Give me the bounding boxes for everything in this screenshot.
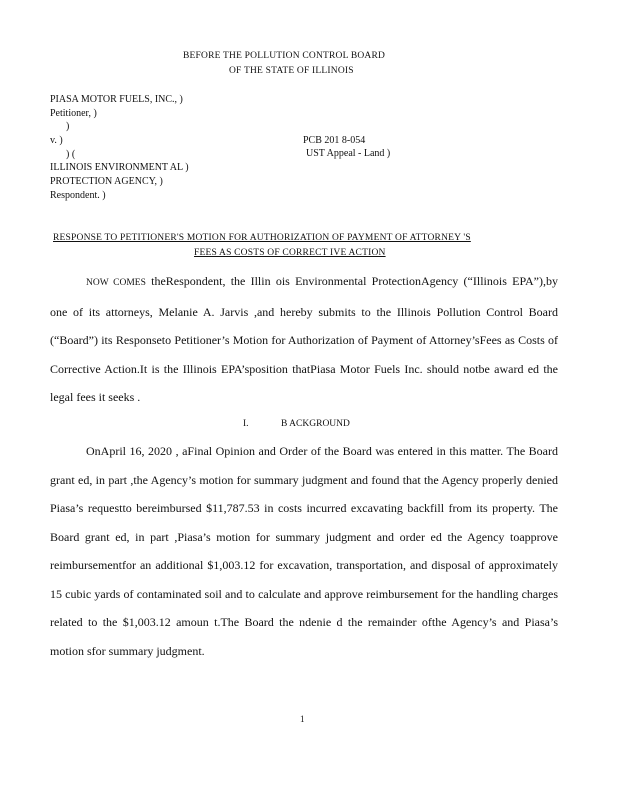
intro-paragraph [50,267,558,412]
caption-paren: ) [66,121,70,132]
court-name-line1: BEFORE THE POLLUTION CONTROL BOARD [183,51,386,61]
document-title-line1: RESPONSE TO PETITIONER'S MOTION FOR AUTHORIZATION OF PAYMENT OF ATTORNEY 'S [53,233,471,243]
respondent-role: Respondent. ) [50,190,106,201]
section-heading: B ACKGROUND [281,419,350,429]
document-title-line2: FEES AS COSTS OF CORRECT IVE ACTION [194,248,386,258]
background-paragraph [50,437,558,665]
intro-lead: NOW COMES [86,278,146,288]
respondent-name-2: PROTECTION AGENCY, ) [50,176,163,187]
page-number: 1 [300,714,305,724]
petitioner-role: Petitioner, ) [50,108,97,119]
intro-text: theRespondent, the Illin ois Environmental ProtectionAgency (“Illinois EPA”),by one of its attorneys, Melanie A. Jarvis ,and hereby submits to the Illinois Pollution Control Board (“Board”) its Responseto Petitioner’s Motion for Authorization of Payment of Attorney’sFees as Costs of Corrective Action.It is the Illinois EPA’sposition thatPiasa Motor Fuels Inc. should notbe award ed the legal fees it seeks . [50,274,559,404]
petitioner-name: PIASA MOTOR FUELS, INC., ) [50,94,183,105]
versus: v. ) [50,135,63,146]
respondent-name: ILLINOIS ENVIRONMENT AL ) [50,162,189,173]
case-number: PCB 201 8-054 [303,135,366,146]
caption-paren-2: ) ( [66,149,76,160]
court-name-line2: OF THE STATE OF ILLINOIS [229,66,354,76]
background-text: OnApril 16, 2020 , aFinal Opinion and Order of the Board was entered in this matter. The Board grant ed, in part ,the Agency’s motion for summary judgment and found that the Agency properly denied Piasa’s requestto bereimbursed $11,787.53 in costs incurred excavating backfill from its property. The Board grant ed, in part ,Piasa’s motion for summary judgment and order ed the Agency toapprove reimbursementfor an additional $1,003.12 for excavation, transportation, and disposal of approximately 15 cubic yards of contaminated soil and to calculate and approve reimbursement for the handling charges related to the $1,003.12 amoun t.The Board the ndenie d the remainder ofthe Agency’s and Piasa’s motion sfor summary judgment. [50,444,558,658]
section-numeral: I. [243,419,249,429]
case-type: UST Appeal - Land ) [306,148,391,159]
